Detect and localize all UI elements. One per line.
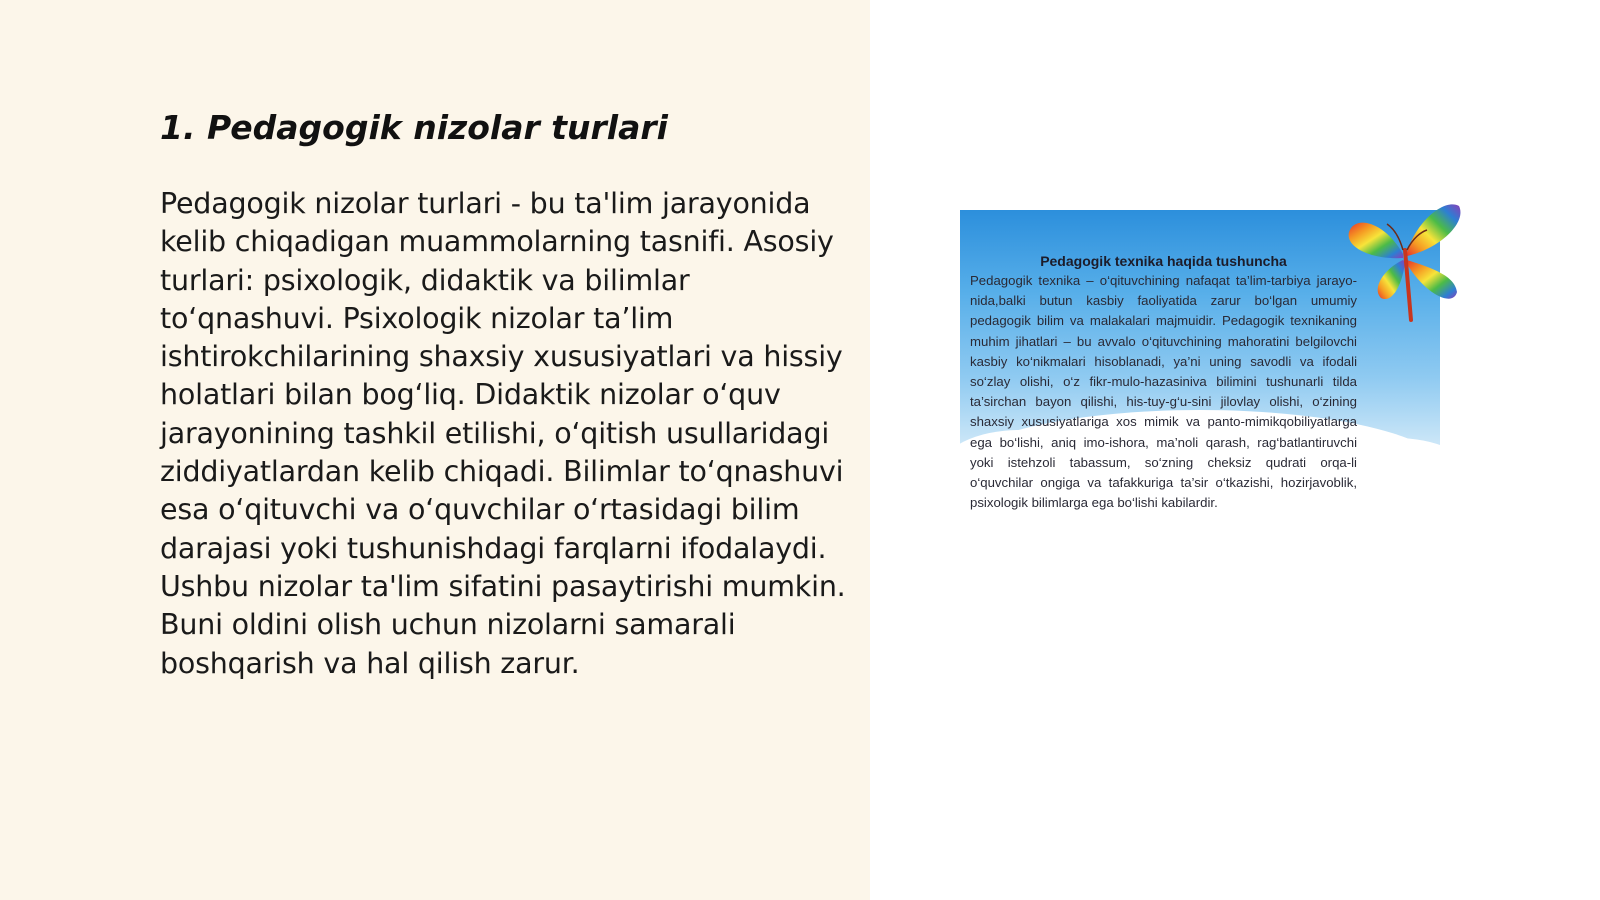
textbook-excerpt-image	[960, 210, 1445, 570]
butterfly-icon	[1345, 192, 1465, 322]
slide-heading: 1. Pedagogik nizolar turlari	[160, 108, 668, 147]
excerpt-title: Pedagogik texnika haqida tushuncha	[1040, 253, 1287, 269]
excerpt-text: Pedagogik texnika – o‘qituvchining nafaqat ta’lim-tarbiya jarayo-nida,balki butun kasbiy faoliyatida zarur bo‘lgan umumiy pedagogik bilim va malakalari majmuidir. Pedagogik texnikaning muhim jihatlari – bu avvalo o‘qituvchining mahoratini belgilovchi kasbiy ko‘nikmalari hisoblanadi, ya’ni uning savodli va ifodali so‘zlay olishi, o‘z fikr-mulo-hazasiniva bilimini tushunarli tilda ta’sirchan bayon qilishi, his-tuy-g‘u-sini jilovlay olishi, o‘zining shaxsiy xususiyatlariga xos mimik va panto-mimikqobiliyatlarga ega bo‘lishi, aniq imo-ishora, ma’noli qarash, rag‘batlantiruvchi yoki istehzoli tabassum, so‘zning cheksiz qudrati orqa-li o‘quvchilar ongiga va tafakkuriga ta’sir o‘tkazishi, hozirjavoblik, psixologik bilimlarga ega bo‘lishi kabilardir.	[970, 273, 1357, 511]
slide-body-text: Pedagogik nizolar turlari - bu ta'lim jarayonida kelib chiqadigan muammolarning tasnifi. Asosiy turlari: psixologik, didaktik va bilimlar to‘qnashuvi. Psixologik nizolar ta’lim ishtirokchilarining shaxsiy xususiyatlari va hissiy holatlari bilan bog‘liq. Didaktik nizolar o‘quv jarayonining tashkil etilishi, o‘qitish usullaridagi ziddiyatlardan kelib chiqadi. Bilimlar to‘qnashuvi esa o‘qituvchi va o‘quvchilar o‘rtasidagi bilim darajasi yoki tushunishdagi farqlarni ifodalaydi. Ushbu nizolar ta'lim sifatini pasaytirishi mumkin. Buni oldini olish uchun nizolarni samarali boshqarish va hal qilish zarur.	[160, 187, 846, 680]
